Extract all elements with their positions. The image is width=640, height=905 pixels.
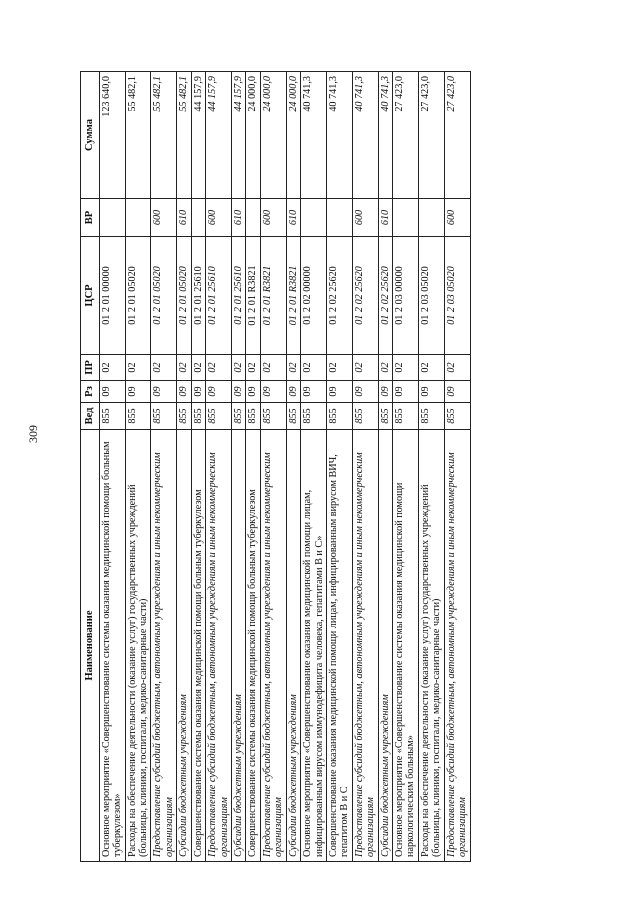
cell-sum: 27 423,0 — [393, 72, 419, 199]
cell-csr: 01 2 01 R3821 — [246, 237, 260, 355]
cell-name: Расходы на обеспечение деятельности (оказание услуг) государственных учреждений (больницы, клиники, госпитали, медико-санитарные части) — [418, 430, 444, 862]
table-row — [301, 72, 327, 862]
cell-pr: 02 — [444, 355, 470, 381]
table-row — [352, 72, 378, 862]
table-row — [418, 72, 444, 862]
cell-name: Предоставление субсидий бюджетным, автономным учреждениям и иным некоммерческим организациям — [444, 430, 470, 862]
cell-csr: 01 2 01 25610 — [191, 237, 205, 355]
cell-ved: 855 — [326, 403, 352, 430]
cell-vr: 610 — [286, 199, 300, 237]
cell-sum: 27 423,0 — [444, 72, 470, 199]
table-row — [326, 72, 352, 862]
cell-vr: 610 — [231, 199, 245, 237]
cell-csr: 01 2 02 25620 — [352, 237, 378, 355]
cell-rz: 09 — [418, 381, 444, 403]
cell-sum: 123 640,0 — [99, 72, 125, 199]
cell-pr: 02 — [352, 355, 378, 381]
table-row — [444, 72, 470, 862]
cell-ved: 855 — [352, 403, 378, 430]
cell-name: Основное мероприятие «Совершенствование системы оказания медицинской помощи наркологическим больным» — [393, 430, 419, 862]
cell-pr: 02 — [151, 355, 177, 381]
header-csr: ЦСР — [81, 237, 100, 355]
cell-name: Совершенствование системы оказания медицинской помощи больным туберкулезом — [191, 430, 205, 862]
cell-pr: 02 — [99, 355, 125, 381]
cell-rz: 09 — [260, 381, 286, 403]
cell-vr: 600 — [151, 199, 177, 237]
cell-csr: 01 2 03 05020 — [418, 237, 444, 355]
rotated-page — [80, 72, 560, 862]
cell-sum: 24 000,0 — [260, 72, 286, 199]
cell-rz: 09 — [301, 381, 327, 403]
cell-sum: 44 157,9 — [231, 72, 245, 199]
table-row — [231, 72, 245, 862]
cell-pr: 02 — [378, 355, 392, 381]
cell-sum: 40 741,3 — [326, 72, 352, 199]
table-row — [177, 72, 191, 862]
cell-pr: 02 — [260, 355, 286, 381]
cell-name: Субсидии бюджетным учреждениям — [378, 430, 392, 862]
cell-vr: 600 — [352, 199, 378, 237]
cell-sum: 55 482,1 — [125, 72, 151, 199]
cell-csr: 01 2 01 05020 — [125, 237, 151, 355]
cell-csr: 01 2 01 00000 — [99, 237, 125, 355]
cell-name: Совершенствование оказания медицинской помощи лицам, инфицированным вирусом ВИЧ, гепатитом В и С — [326, 430, 352, 862]
header-name: Наименование — [81, 430, 100, 862]
cell-sum: 24 000,0 — [246, 72, 260, 199]
cell-csr: 01 2 01 25610 — [206, 237, 232, 355]
cell-vr — [246, 199, 260, 237]
header-sum: Сумма — [81, 72, 100, 199]
cell-vr — [99, 199, 125, 237]
cell-ved: 855 — [286, 403, 300, 430]
cell-vr: 600 — [206, 199, 232, 237]
table-row — [99, 72, 125, 862]
cell-rz: 09 — [231, 381, 245, 403]
cell-vr — [191, 199, 205, 237]
cell-rz: 09 — [125, 381, 151, 403]
cell-ved: 855 — [418, 403, 444, 430]
cell-ved: 855 — [99, 403, 125, 430]
table-header-row — [81, 72, 100, 862]
cell-csr: 01 2 01 05020 — [177, 237, 191, 355]
cell-name: Предоставление субсидий бюджетным, автономным учреждениям и иным некоммерческим организациям — [352, 430, 378, 862]
cell-sum: 40 741,3 — [301, 72, 327, 199]
table-row — [260, 72, 286, 862]
header-ved: Вед — [81, 403, 100, 430]
cell-ved: 855 — [444, 403, 470, 430]
cell-name: Субсидии бюджетным учреждениям — [231, 430, 245, 862]
cell-csr: 01 2 01 25610 — [231, 237, 245, 355]
header-pr: ПР — [81, 355, 100, 381]
cell-vr: 610 — [378, 199, 392, 237]
cell-vr — [418, 199, 444, 237]
cell-sum: 24 000,0 — [286, 72, 300, 199]
cell-pr: 02 — [177, 355, 191, 381]
cell-vr — [301, 199, 327, 237]
cell-sum: 40 741,3 — [378, 72, 392, 199]
cell-vr: 600 — [444, 199, 470, 237]
cell-sum: 44 157,9 — [206, 72, 232, 199]
cell-pr: 02 — [231, 355, 245, 381]
cell-vr: 600 — [260, 199, 286, 237]
table-row — [246, 72, 260, 862]
cell-vr — [125, 199, 151, 237]
cell-pr: 02 — [191, 355, 205, 381]
cell-rz: 09 — [444, 381, 470, 403]
cell-rz: 09 — [393, 381, 419, 403]
cell-name: Предоставление субсидий бюджетным, автономным учреждениям и иным некоммерческим организациям — [260, 430, 286, 862]
cell-name: Совершенствование системы оказания медицинской помощи больным туберкулезом — [246, 430, 260, 862]
cell-csr: 01 2 02 00000 — [301, 237, 327, 355]
table-row — [393, 72, 419, 862]
cell-csr: 01 2 02 25620 — [326, 237, 352, 355]
cell-pr: 02 — [286, 355, 300, 381]
cell-csr: 01 2 03 05020 — [444, 237, 470, 355]
cell-name: Предоставление субсидий бюджетным, автономным учреждениям и иным некоммерческим организациям — [151, 430, 177, 862]
cell-csr: 01 2 03 00000 — [393, 237, 419, 355]
cell-pr: 02 — [206, 355, 232, 381]
cell-rz: 09 — [99, 381, 125, 403]
page-number: 309 — [26, 425, 40, 443]
cell-rz: 09 — [191, 381, 205, 403]
cell-rz: 09 — [326, 381, 352, 403]
cell-pr: 02 — [418, 355, 444, 381]
cell-pr: 02 — [125, 355, 151, 381]
cell-ved: 855 — [206, 403, 232, 430]
cell-vr — [393, 199, 419, 237]
cell-name: Субсидии бюджетным учреждениям — [177, 430, 191, 862]
cell-pr: 02 — [246, 355, 260, 381]
cell-sum: 55 482,1 — [177, 72, 191, 199]
cell-csr: 01 2 01 05020 — [151, 237, 177, 355]
cell-ved: 855 — [378, 403, 392, 430]
cell-ved: 855 — [393, 403, 419, 430]
cell-csr: 01 2 01 R3821 — [260, 237, 286, 355]
cell-ved: 855 — [301, 403, 327, 430]
budget-table — [80, 71, 471, 862]
cell-name: Основное мероприятие «Совершенствование системы оказания медицинской помощи больным туберкулезом» — [99, 430, 125, 862]
cell-sum: 55 482,1 — [151, 72, 177, 199]
cell-sum: 44 157,9 — [191, 72, 205, 199]
cell-ved: 855 — [231, 403, 245, 430]
cell-rz: 09 — [177, 381, 191, 403]
table-row — [125, 72, 151, 862]
cell-ved: 855 — [177, 403, 191, 430]
table-row — [286, 72, 300, 862]
cell-vr — [326, 199, 352, 237]
cell-rz: 09 — [378, 381, 392, 403]
cell-rz: 09 — [286, 381, 300, 403]
cell-pr: 02 — [393, 355, 419, 381]
cell-sum: 40 741,3 — [352, 72, 378, 199]
table-row — [206, 72, 232, 862]
cell-name: Расходы на обеспечение деятельности (оказание услуг) государственных учреждений (больницы, клиники, госпитали, медико-санитарные части) — [125, 430, 151, 862]
header-rz: Рз — [81, 381, 100, 403]
cell-ved: 855 — [191, 403, 205, 430]
cell-rz: 09 — [246, 381, 260, 403]
cell-name: Основное мероприятие «Совершенствование оказания медицинской помощи лицам, инфицированным вирусом иммунодефицита человека, гепатитами В и С» — [301, 430, 327, 862]
cell-csr: 01 2 02 25620 — [378, 237, 392, 355]
cell-sum: 27 423,0 — [418, 72, 444, 199]
cell-ved: 855 — [246, 403, 260, 430]
cell-vr: 610 — [177, 199, 191, 237]
cell-rz: 09 — [352, 381, 378, 403]
cell-ved: 855 — [260, 403, 286, 430]
cell-rz: 09 — [151, 381, 177, 403]
cell-name: Субсидии бюджетным учреждениям — [286, 430, 300, 862]
cell-csr: 01 2 01 R3821 — [286, 237, 300, 355]
cell-ved: 855 — [151, 403, 177, 430]
table-row — [378, 72, 392, 862]
cell-rz: 09 — [206, 381, 232, 403]
cell-pr: 02 — [326, 355, 352, 381]
header-vr: ВР — [81, 199, 100, 237]
cell-name: Предоставление субсидий бюджетным, автономным учреждениям и иным некоммерческим организациям — [206, 430, 232, 862]
table-row — [151, 72, 177, 862]
cell-ved: 855 — [125, 403, 151, 430]
cell-pr: 02 — [301, 355, 327, 381]
table-row — [191, 72, 205, 862]
